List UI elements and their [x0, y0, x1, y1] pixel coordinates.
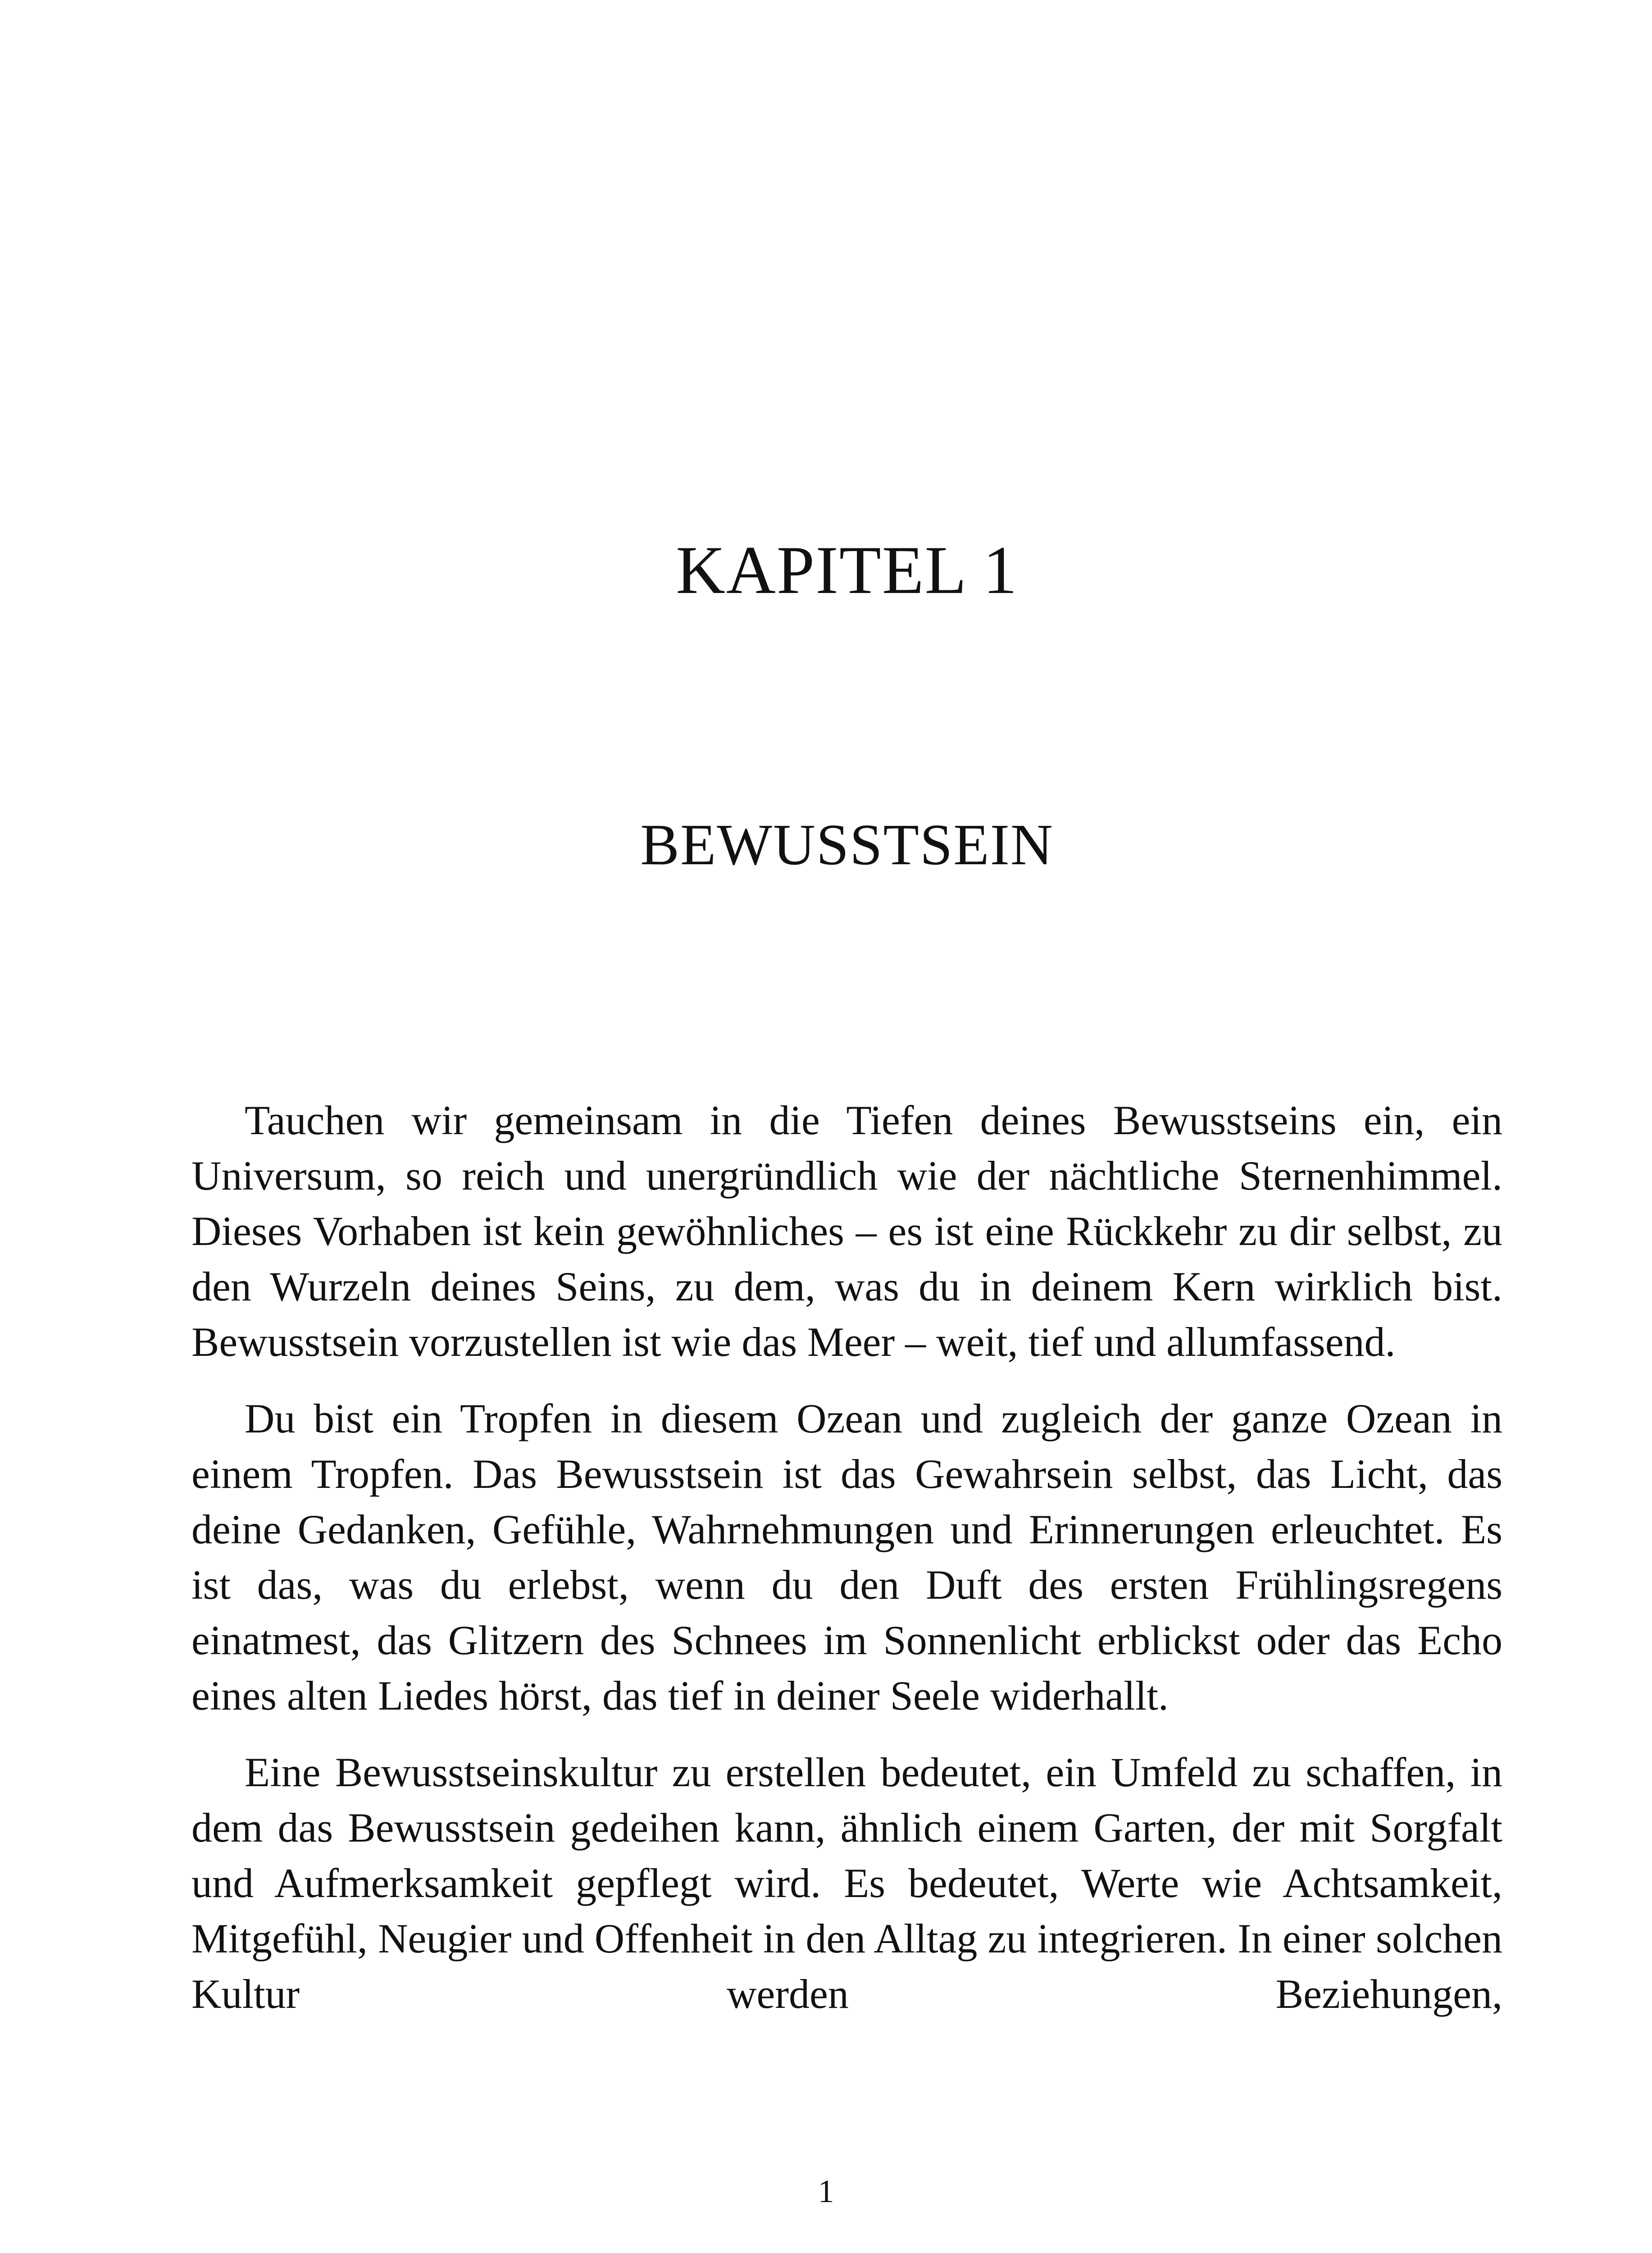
- paragraph: Eine Bewusstseinskultur zu erstellen bedeutet, ein Umfeld zu schaffen, in dem das Bewusstsein gedeihen kann, ähnlich einem Garten, der mit Sorgfalt und Aufmerksamkeit gepflegt wird. Es bedeutet, Werte wie Achtsamkeit, Mitgefühl, Neugier und Offenheit in den Alltag zu integrieren. In einer solchen Kultur werden Beziehungen,: [191, 1749, 1502, 2017]
- chapter-number: KAPITEL 1: [676, 532, 1018, 608]
- paragraph: Tauchen wir gemeinsam in die Tiefen deines Bewusstseins ein, ein Universum, so reich und unergründlich wie der nächtliche Sternenhimmel. Dieses Vorhaben ist kein gewöhnliches – es ist eine Rückkehr zu dir selbst, zu den Wurzeln deines Seins, zu dem, was du in deinem Kern wirklich bist. Bewusstsein vorzustellen ist wie das Meer – weit, tief und allumfassend.: [191, 1097, 1502, 1365]
- chapter-body: [191, 1093, 1502, 2043]
- chapter-title: BEWUSSTSEIN: [640, 812, 1054, 877]
- page-number: 1: [818, 2173, 834, 2209]
- paragraph: Du bist ein Tropfen in diesem Ozean und zugleich der ganze Ozean in einem Tropfen. Das Bewusstsein ist das Gewahrsein selbst, das Licht, das deine Gedanken, Gefühle, Wahrnehmungen und Erinnerungen erleuchtet. Es ist das, was du erlebst, wenn du den Duft des ersten Frühlingsregens einatmest, das Glitzern des Schnees im Sonnenlicht erblickst oder das Echo eines alten Liedes hörst, das tief in deiner Seele widerhallt.: [191, 1396, 1502, 1719]
